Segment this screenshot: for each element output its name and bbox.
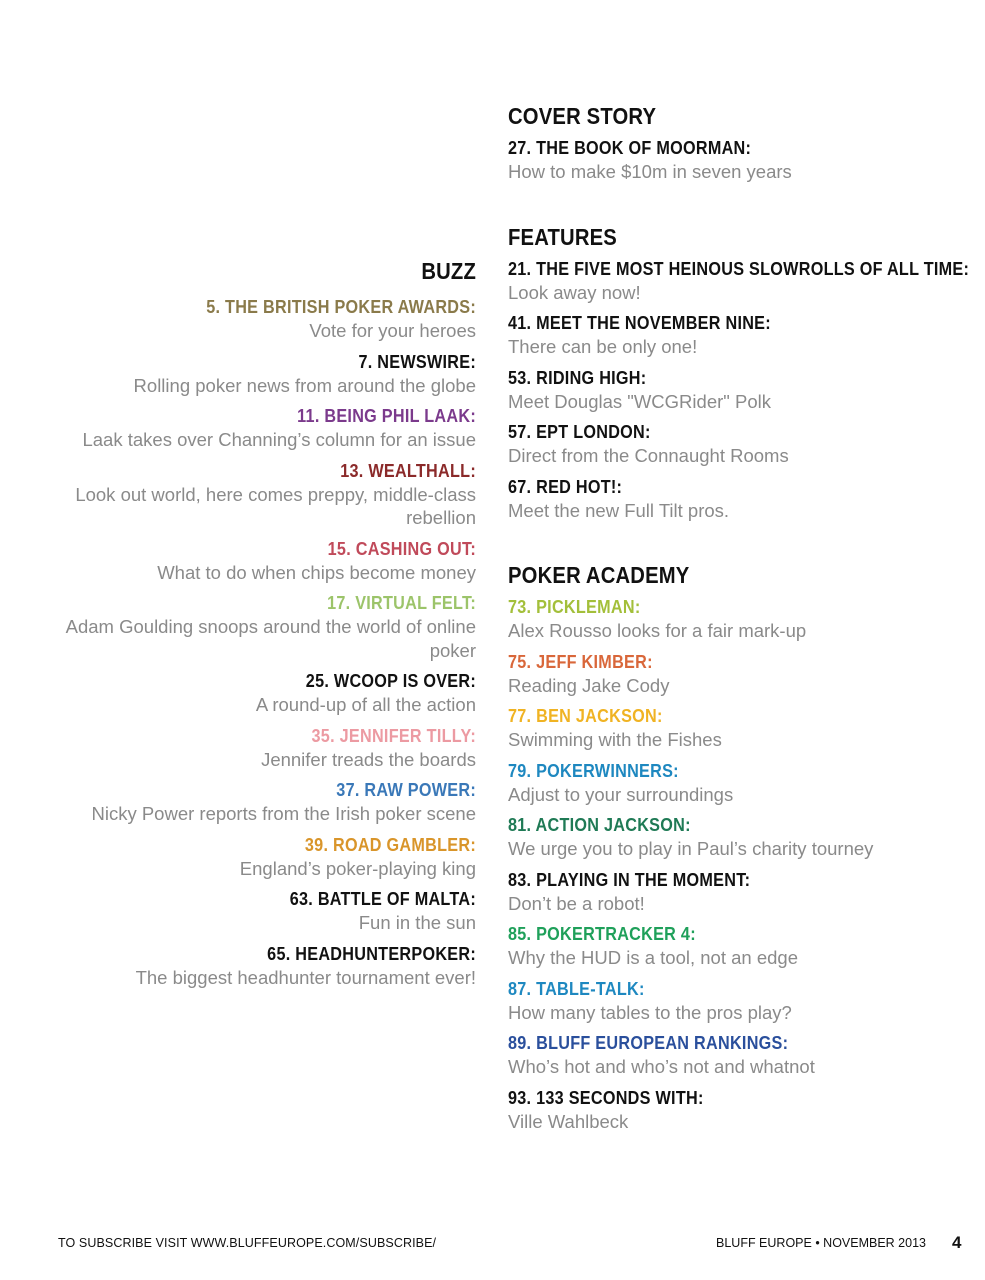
toc-entry[interactable] — [508, 595, 968, 643]
toc-entry[interactable] — [508, 650, 968, 698]
toc-entry-description: Don’t be a robot! — [508, 892, 645, 914]
toc-entry[interactable] — [508, 704, 968, 752]
toc-entry-heading: 5. THE BRITISH POKER AWARDS: — [206, 297, 476, 317]
toc-entry[interactable] — [508, 366, 968, 414]
toc-entry[interactable] — [40, 537, 476, 585]
toc-entry-heading: 35. JENNIFER TILLY: — [311, 725, 476, 746]
toc-entry-description: England’s poker-playing king — [239, 857, 476, 879]
toc-entry[interactable] — [508, 475, 968, 523]
toc-entry-heading: 63. BATTLE OF MALTA: — [289, 889, 476, 909]
toc-entry[interactable] — [508, 977, 968, 1025]
toc-entry[interactable] — [40, 669, 476, 717]
toc-entry[interactable] — [40, 724, 476, 772]
toc-entry-description: Meet Douglas "WCGRider" Polk — [508, 390, 771, 412]
toc-entry-description: We urge you to play in Paul’s charity tourney — [508, 838, 874, 859]
toc-entry-heading: 77. BEN JACKSON: — [508, 706, 663, 726]
toc-entry-description: Ville Wahlbeck — [508, 1110, 629, 1132]
toc-entry-heading: 13. WEALTHALL: — [340, 460, 476, 481]
toc-entry[interactable] — [40, 404, 476, 452]
toc-entry-description: Jennifer treads the boards — [261, 748, 476, 770]
toc-entry[interactable] — [508, 257, 968, 305]
toc-entry-description: Vote for your heroes — [309, 320, 476, 341]
toc-entry-description: There can be only one! — [508, 336, 698, 357]
poker-academy-list — [508, 595, 968, 1133]
toc-entry-heading: 73. PICKLEMAN: — [508, 597, 641, 617]
toc-entry-heading: 7. NEWSWIRE: — [358, 351, 476, 372]
toc-entry[interactable] — [40, 591, 476, 662]
toc-entry-heading: 93. 133 SECONDS WITH: — [508, 1087, 704, 1108]
toc-entry-heading: 83. PLAYING IN THE MOMENT: — [508, 869, 751, 890]
toc-entry-heading: 11. BEING PHIL LAAK: — [297, 406, 476, 426]
toc-entry[interactable] — [508, 759, 968, 807]
toc-entry-description: What to do when chips become money — [157, 561, 476, 583]
issue-info: BLUFF EUROPE • NOVEMBER 2013 — [716, 1236, 926, 1250]
toc-entry-heading: 57. EPT LONDON: — [508, 422, 651, 442]
toc-entry-description: How to make $10m in seven years — [508, 161, 792, 182]
toc-entry-heading: 89. BLUFF EUROPEAN RANKINGS: — [508, 1033, 789, 1053]
page-number: 4 — [952, 1233, 962, 1252]
toc-entry-heading: 37. RAW POWER: — [336, 780, 476, 800]
toc-entry-description: A round-up of all the action — [255, 694, 476, 715]
toc-entry[interactable] — [40, 833, 476, 881]
subscribe-link[interactable]: TO SUBSCRIBE VISIT WWW.BLUFFEUROPE.COM/SUBSCRIBE/ — [58, 1236, 437, 1250]
toc-entry-heading: 41. MEET THE NOVEMBER NINE: — [508, 313, 771, 333]
toc-entry[interactable] — [508, 420, 968, 468]
poker-academy-section-title: POKER ACADEMY — [508, 562, 690, 588]
buzz-section-title: BUZZ — [421, 258, 476, 284]
buzz-column — [40, 257, 476, 996]
toc-entry[interactable] — [508, 868, 968, 916]
toc-entry[interactable] — [40, 778, 476, 826]
toc-entry-heading: 65. HEADHUNTERPOKER: — [267, 943, 476, 964]
toc-entry-description: Meet the new Full Tilt pros. — [508, 499, 730, 521]
toc-entry[interactable] — [508, 922, 968, 970]
toc-entry-heading: 67. RED HOT!: — [508, 476, 623, 497]
toc-entry[interactable] — [508, 1031, 968, 1079]
toc-entry[interactable] — [40, 459, 476, 530]
toc-entry-description: Adjust to your surroundings — [508, 783, 734, 805]
toc-entry[interactable] — [508, 311, 968, 359]
toc-entry-description: Look out world, here comes preppy, middle-class rebellion — [75, 483, 476, 528]
toc-entry[interactable] — [508, 136, 968, 184]
toc-entry-heading: 87. TABLE-TALK: — [508, 978, 645, 999]
toc-entry-heading: 79. POKERWINNERS: — [508, 760, 679, 781]
features-list — [508, 257, 968, 523]
toc-entry-description: Nicky Power reports from the Irish poker scene — [91, 803, 476, 824]
toc-entry-description: Why the HUD is a tool, not an edge — [508, 947, 798, 968]
toc-entry-heading: 15. CASHING OUT: — [327, 538, 476, 559]
toc-entry-description: The biggest headhunter tournament ever! — [135, 966, 476, 988]
toc-entry[interactable] — [40, 942, 476, 990]
toc-entry[interactable] — [40, 350, 476, 398]
toc-entry[interactable] — [40, 295, 476, 343]
toc-entry-heading: 75. JEFF KIMBER: — [508, 651, 653, 672]
toc-entry-heading: 21. THE FIVE MOST HEINOUS SLOWROLLS OF ALL TIME: — [508, 258, 970, 279]
toc-entry-description: Laak takes over Channing’s column for an issue — [82, 429, 476, 450]
toc-entry-description: Who’s hot and who’s not and whatnot — [508, 1056, 815, 1077]
toc-entry-heading: 27. THE BOOK OF MOORMAN: — [508, 138, 752, 158]
toc-entry[interactable] — [40, 887, 476, 935]
toc-entry-description: Fun in the sun — [358, 912, 476, 933]
right-column — [508, 102, 968, 1140]
toc-entry-description: Rolling poker news from around the globe — [133, 374, 476, 396]
toc-entry[interactable] — [508, 813, 968, 861]
toc-entry-description: Look away now! — [508, 281, 641, 303]
features-section-title: FEATURES — [508, 223, 617, 250]
toc-entry-description: Adam Goulding snoops around the world of online poker — [65, 616, 476, 661]
cover-story-list — [508, 136, 968, 184]
toc-entry[interactable] — [508, 1086, 968, 1134]
toc-entry-heading: 85. POKERTRACKER 4: — [508, 924, 696, 944]
toc-entry-heading: 17. VIRTUAL FELT: — [327, 593, 476, 613]
toc-entry-description: How many tables to the pros play? — [508, 1001, 792, 1023]
toc-entry-heading: 25. WCOOP IS OVER: — [305, 671, 476, 691]
toc-entry-description: Alex Rousso looks for a fair mark-up — [508, 620, 807, 641]
buzz-list — [40, 295, 476, 989]
toc-entry-heading: 81. ACTION JACKSON: — [508, 815, 691, 835]
toc-entry-description: Direct from the Connaught Rooms — [508, 445, 789, 466]
toc-entry-heading: 39. ROAD GAMBLER: — [304, 834, 476, 855]
toc-entry-description: Reading Jake Cody — [508, 674, 670, 696]
toc-entry-heading: 53. RIDING HIGH: — [508, 367, 647, 388]
cover-story-section-title: COVER STORY — [508, 103, 657, 129]
toc-entry-description: Swimming with the Fishes — [508, 729, 722, 750]
